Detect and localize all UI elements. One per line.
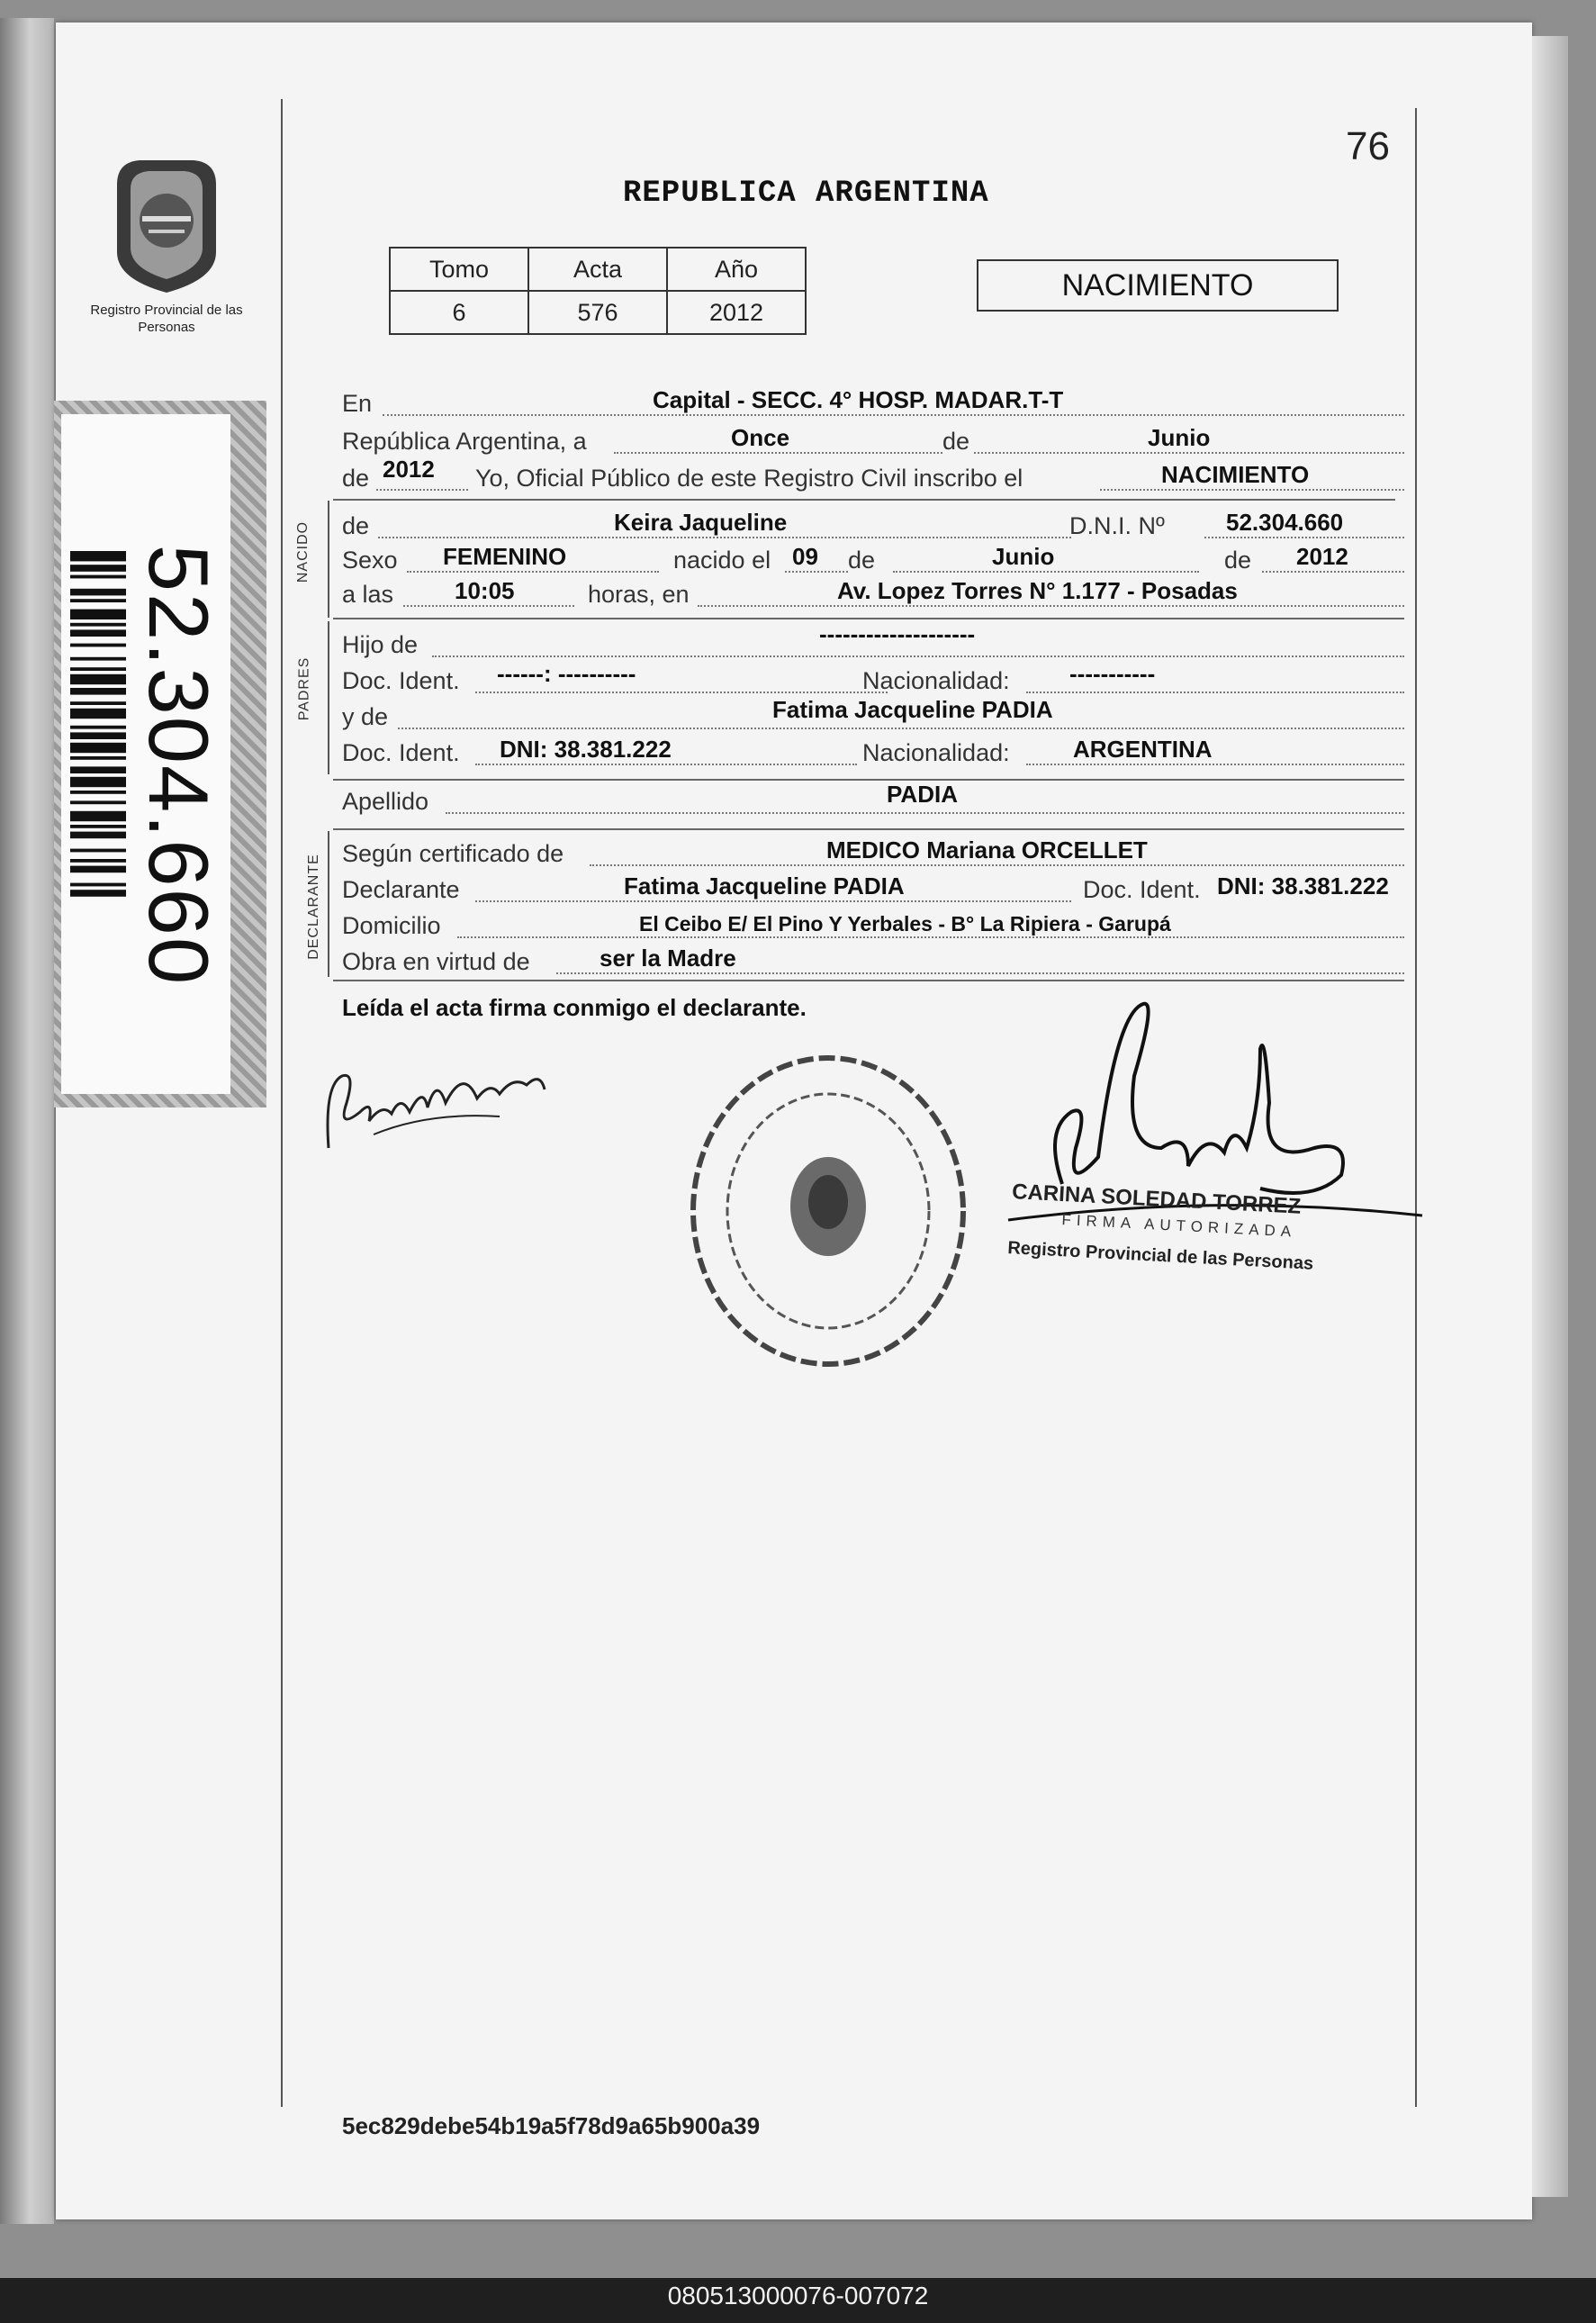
barcode-bar <box>70 674 126 684</box>
value-birth-day: 09 <box>792 543 818 570</box>
row-mother-doc <box>342 735 1404 771</box>
barcode-bar <box>70 777 126 787</box>
label-y-de: y de <box>342 703 389 730</box>
barcode-bar <box>70 849 126 853</box>
barcode-bar <box>70 726 126 729</box>
row-apellido <box>342 783 1404 819</box>
label-de-name: de <box>342 512 370 539</box>
row-sexo <box>342 542 1404 578</box>
value-mother-nationality: ARGENTINA <box>1073 736 1213 763</box>
label-a-las: a las <box>342 581 394 608</box>
official-role: FIRMA AUTORIZADA <box>1061 1211 1297 1241</box>
value-acta: 576 <box>528 291 667 334</box>
dotted-line <box>1204 537 1404 538</box>
barcode-bar <box>70 825 126 828</box>
label-doc-ident-2: Doc. Ident. <box>342 739 460 766</box>
barcode-bar <box>70 589 126 596</box>
page-number: 76 <box>1346 124 1390 168</box>
official-seal <box>675 1035 981 1378</box>
dotted-line <box>457 936 1404 938</box>
barcode-bar <box>70 575 126 579</box>
row-obra <box>342 944 1404 980</box>
label-horas-en: horas, en <box>588 581 690 608</box>
row-time-place <box>342 576 1404 612</box>
dotted-line <box>556 972 1404 974</box>
section-rule-padres <box>328 621 329 774</box>
barcode-bar <box>70 709 126 719</box>
dotted-line <box>432 655 1404 657</box>
row-declarante <box>342 872 1404 908</box>
barcode-bar <box>70 866 126 873</box>
barcode-bar <box>70 667 126 671</box>
barcode-number-text: 52.304.660 <box>131 544 226 987</box>
label-de: de <box>942 428 970 455</box>
value-apellido: PADIA <box>887 781 958 808</box>
declarant-signature <box>320 1049 554 1166</box>
value-obra: ser la Madre <box>600 945 736 972</box>
barcode-bar <box>70 800 126 804</box>
value-sexo: FEMENINO <box>443 543 567 570</box>
left-margin-rule <box>281 99 283 2107</box>
document-type-box: NACIMIENTO <box>977 259 1339 312</box>
dotted-line <box>785 571 848 573</box>
dotted-line <box>407 571 659 573</box>
value-father-doc: ------: ---------- <box>497 660 636 687</box>
barcode-bar <box>70 832 126 839</box>
label-hijo-de: Hijo de <box>342 631 419 658</box>
row-certificado <box>342 836 1404 872</box>
section-label-padres: PADRES <box>296 656 312 721</box>
value-year: 2012 <box>383 456 435 483</box>
dotted-line <box>698 605 1404 607</box>
dotted-line <box>614 452 942 454</box>
dotted-line <box>383 414 1404 416</box>
barcode-bar <box>70 657 126 661</box>
dotted-line <box>1026 764 1404 765</box>
value-place-registry: Capital - SECC. 4° HOSP. MADAR.T-T <box>653 386 1064 413</box>
dotted-line <box>398 728 1404 729</box>
section-label-declarante: DECLARANTE <box>305 854 321 960</box>
value-child-name: Keira Jaqueline <box>614 509 788 536</box>
value-tomo: 6 <box>390 291 528 334</box>
barcode-bar <box>70 551 126 561</box>
barcode-bar <box>70 743 126 753</box>
reading-note: Leída el acta firma conmigo el declarante. <box>342 994 807 1021</box>
barcode-bar <box>70 629 126 637</box>
table-row <box>390 291 806 334</box>
value-birth-year: 2012 <box>1296 543 1348 570</box>
label-obra: Obra en virtud de <box>342 948 530 975</box>
barcode-bar <box>70 859 126 863</box>
value-day-word: Once <box>731 424 790 451</box>
section-rule-nacido <box>328 501 329 618</box>
row-hijo-de <box>342 620 1404 663</box>
table-header-row <box>390 248 806 291</box>
value-father: -------------------- <box>819 620 976 647</box>
value-domicilio: El Ceibo E/ El Pino Y Yerbales - B° La Ripiera - Garupá <box>639 912 1171 936</box>
page-stack-edge <box>1532 36 1568 2197</box>
official-office: Registro Provincial de las Personas <box>1006 1238 1314 1274</box>
label-domicilio: Domicilio <box>342 912 441 939</box>
label-oficial-text: Yo, Oficial Público de este Registro Civil inscribo el <box>475 465 1023 492</box>
label-republica: República Argentina, a <box>342 428 587 455</box>
province-shield-logo <box>99 153 234 297</box>
dotted-line <box>475 691 888 693</box>
section-rule-declarante <box>328 831 329 977</box>
value-declarante-doc: DNI: 38.381.222 <box>1217 872 1389 899</box>
header-anio: Año <box>667 248 806 291</box>
scan-id: 080513000076-007072 <box>667 2282 929 2309</box>
barcode-bar <box>70 623 126 627</box>
barcode-bar <box>70 599 126 602</box>
dotted-line <box>376 489 468 491</box>
row-en <box>342 385 1404 421</box>
value-birth-place: Av. Lopez Torres N° 1.177 - Posadas <box>837 577 1238 604</box>
barcode-icon <box>70 551 126 976</box>
row-republica <box>342 423 1404 459</box>
barcode-bar <box>70 890 126 897</box>
barcode-bar <box>70 756 126 760</box>
label-nacionalidad-2: Nacionalidad: <box>862 739 1010 766</box>
barcode-number <box>131 504 226 1026</box>
record-table <box>389 247 807 335</box>
dotted-line <box>893 571 1199 573</box>
dotted-line <box>403 605 574 607</box>
header-acta: Acta <box>528 248 667 291</box>
value-birth-month: Junio <box>992 543 1055 570</box>
label-de-year2: de <box>1224 547 1252 574</box>
separator-padres <box>333 618 1404 619</box>
value-declarante: Fatima Jacqueline PADIA <box>624 872 905 899</box>
logo-caption: Registro Provincial de las Personas <box>90 303 243 335</box>
value-mother-doc: DNI: 38.381.222 <box>500 736 672 763</box>
barcode-bar <box>70 732 126 739</box>
barcode-bar <box>70 883 126 887</box>
section-label-nacido: NACIDO <box>295 520 311 583</box>
barcode-bar <box>70 701 126 705</box>
value-birth-time: 10:05 <box>455 577 515 604</box>
page-title: REPUBLICA ARGENTINA <box>623 176 989 211</box>
official-name: CARINA SOLEDAD TORREZ <box>1011 1180 1302 1219</box>
label-sexo: Sexo <box>342 547 398 574</box>
label-nacionalidad: Nacionalidad: <box>862 667 1010 694</box>
value-event: NACIMIENTO <box>1161 461 1310 488</box>
label-certificado: Según certificado de <box>342 840 564 867</box>
barcode-bar <box>70 766 126 773</box>
separator-nacido <box>333 499 1395 501</box>
row-name <box>342 508 1404 544</box>
barcode-bar <box>70 688 126 695</box>
dotted-line <box>475 900 1071 902</box>
label-dni: D.N.I. Nº <box>1069 512 1165 539</box>
row-domicilio <box>342 908 1404 944</box>
barcode-bar <box>70 610 126 619</box>
label-doc-ident-3: Doc. Ident. <box>1083 876 1201 903</box>
value-anio: 2012 <box>667 291 806 334</box>
value-certificado: MEDICO Mariana ORCELLET <box>826 836 1148 863</box>
separator-declarante <box>333 828 1404 830</box>
official-signature <box>990 995 1440 1256</box>
label-en: En <box>342 390 373 417</box>
dotted-line <box>1100 489 1404 491</box>
dotted-line <box>1026 691 1404 693</box>
dotted-line <box>1262 571 1404 573</box>
barcode-bar <box>70 644 126 647</box>
value-child-dni: 52.304.660 <box>1226 509 1344 536</box>
row-father-doc <box>342 660 1404 699</box>
label-doc-ident: Doc. Ident. <box>342 667 460 694</box>
row-year <box>342 456 1404 496</box>
separator-end <box>333 980 1404 981</box>
dotted-line <box>475 764 857 765</box>
header-tomo: Tomo <box>390 248 528 291</box>
dotted-line <box>378 537 1071 538</box>
barcode-bar <box>70 791 126 794</box>
label-apellido: Apellido <box>342 788 429 815</box>
value-mother: Fatima Jacqueline PADIA <box>772 696 1053 723</box>
separator-apellido <box>333 779 1404 781</box>
barcode-bar <box>70 811 126 821</box>
label-de-year: de <box>342 465 370 492</box>
label-de-month: de <box>848 547 876 574</box>
value-month: Junio <box>1148 424 1211 451</box>
label-declarante: Declarante <box>342 876 460 903</box>
row-y-de <box>342 696 1404 735</box>
label-nacido-el: nacido el <box>673 547 771 574</box>
dotted-line <box>590 864 1404 866</box>
barcode-bar <box>70 565 126 572</box>
document-hash: 5ec829debe54b19a5f78d9a65b900a39 <box>342 2112 761 2139</box>
dotted-line <box>974 452 1404 454</box>
book-binding-edge <box>0 18 54 2224</box>
value-father-nationality: ----------- <box>1069 660 1156 687</box>
dotted-line <box>446 812 1404 814</box>
